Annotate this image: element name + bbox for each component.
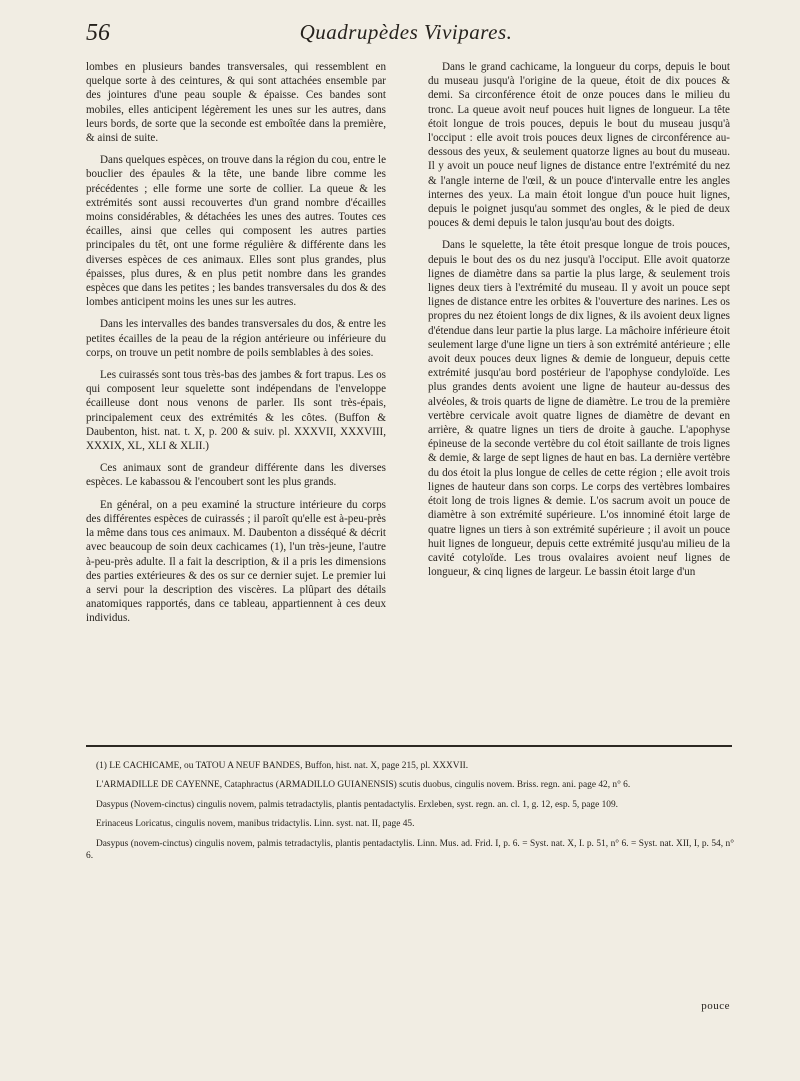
paragraph: lombes en plusieurs bandes transversales, qui ressemblent en quelque sorte à des ceintures, & qui sont attachées ensemble par des jointures d'une peau souple & épaisse. Ces bandes sont mobiles, elles anticipent légèrement les unes sur les autres, dans leurs bords, de sorte que la seconde est emboîtée dans la première, & ainsi de suite.: [86, 61, 386, 145]
paragraph: Dans le squelette, la tête étoit presque longue de trois pouces, depuis le bout des os du nez jusqu'à l'occiput. Elle avoit quatorze lignes de diamètre dans sa partie la plus large, & seulement trois lignes deux tiers à l'extrémité du museau. Il y avoit un pouce sept lignes de distance entre les orbites & l'ouverture des narines. Les os propres du nez étoient longs de dix lignes, & ils avoient deux lignes d'étendue dans leur partie la plus large. La mâchoire inférieure étoit seulement large d'une ligne un tiers à son extrémité antérieure ; elle avoit deux pouces deux lignes & demie de longueur, depuis cette extrémité jusqu'au bord postérieur de l'apophyse condyloïde. Les plus grandes dents avoient une ligne de hauteur au-dessus des alvéoles, & trois quarts de ligne de diamètre. Le trou de la première vertèbre cervicale avoit quatre lignes de diamètre de devant en arrière, & quatre lignes un tiers de droite à gauche. L'apophyse épineuse de la seconde vertèbre du col étoit saillante de trois lignes & demie, & large de sept lignes de haut en bas. La dernière vertèbre du dos étoit la plus longue de celles de cette région ; elle avoit trois lignes de hauteur dans son corps. Le corps des vertèbres lombaires étoit long de trois lignes & demie. L'os sacrum avoit un pouce de diamètre à son extrémité supérieure. L'os innominé étoit large de quatre lignes un tiers à son extrémité supérieure ; il avoit un pouce huit lignes de longueur, depuis cette extrémité jusqu'au milieu de la cavité cotyloïde. Les trous ovalaires avoient neuf lignes de longueur, & cinq lignes de largeur. Le bassin étoit large d'un: [428, 239, 730, 579]
right-column: [428, 60, 730, 587]
footnote: L'ARMADILLE DE CAYENNE, Cataphractus (ARMADILLO GUIANENSIS) scutis duobus, cingulis novem. Briss. regn. ani. page 42, n° 6.: [96, 780, 631, 791]
running-head: [86, 20, 726, 45]
catchword: pouce: [701, 1000, 730, 1012]
left-column: [86, 60, 386, 634]
paragraph: En général, on a peu examiné la structure intérieure du corps des différentes espèces de cuirassés ; il paroît qu'elle est à-peu-près la même dans tous ces animaux. M. Daubenton a disséqué & décrit avec beaucoup de soin deux cachicames (1), l'un très-jeune, l'autre à-peu-près adulte. Il a fait la description, & il a pris les dimensions des parties extérieures & des os sur ce dernier sujet. Le premier lui a servi pour la description des viscères. La plûpart des détails anatomiques rapportés, dans ce tableau, appartiennent à ces deux individus.: [86, 498, 386, 625]
paragraph: Dans les intervalles des bandes transversales du dos, & entre les petites écailles de la peau de la région antérieure ou inférieure du corps, on trouve un petit nombre de poils semblables à des soies.: [86, 318, 386, 359]
page-header: [86, 20, 726, 52]
paragraph: Ces animaux sont de grandeur différente dans les diverses espèces. Le kabassou & l'encoubert sont les plus grands.: [86, 462, 386, 489]
page-number: 56: [86, 20, 110, 46]
footnote: Dasypus (novem-cinctus) cingulis novem, palmis tetradactylis, plantis pentadactylis. Linn. Mus. ad. Frid. I, p. 6. = Syst. nat. X, I. p. 51, n° 6. = Syst. nat. XII, I, p. 54, n° 6.: [86, 838, 734, 862]
running-head-title: Quadrupèdes: [299, 20, 419, 44]
footnotes: [86, 760, 734, 869]
footnote: Dasypus (Novem-cinctus) cingulis novem, palmis tetradactylis, plantis pentadactylis. Erxleben, syst. regn. an. cl. 1, g. 12, esp. 5, page 109.: [96, 799, 619, 810]
paragraph: Les cuirassés sont tous très-bas des jambes & fort trapus. Les os qui composent leur squelette sont indépendans de l'enveloppe écailleuse dont nous venons de parler. Ils sont très-épais, principalement ceux des extrémités & les côtes. (Buffon & Daubenton, hist. nat. t. X, p. 200 & suiv. pl. XXXVII, XXXVIII, XXXIX, XL, XLI & XLII.): [86, 369, 386, 453]
running-head-subtitle: Vivipares.: [424, 20, 513, 44]
footnote: Erinaceus Loricatus, cingulis novem, manibus tridactylis. Linn. syst. nat. II, page 45.: [96, 819, 415, 830]
footnote-rule: [86, 745, 732, 747]
paragraph: Dans le grand cachicame, la longueur du corps, depuis le bout du museau jusqu'à l'origine de la queue, étoit de dix pouces & demi. Sa circonférence étoit de onze pouces dans le milieu du tronc. La queue avoit neuf pouces huit lignes de longueur. La tête étoit longue de trois pouces, depuis le bout du museau jusqu'à l'occiput : elle avoit trois pouces deux lignes de circonférence au-dessous des yeux, & seulement quatorze lignes au bout du museau. Il y avoit un pouce neuf lignes de distance entre l'extrémité du nez & l'angle interne de l'œil, & un pouce d'intervalle entre les angles internes des yeux. La main étoit longue d'un pouce huit lignes, depuis le poignet jusqu'au sommet des ongles, & le pied de deux pouces & demi depuis le talon jusqu'au bout des doigts.: [428, 61, 730, 230]
paragraph: Dans quelques espèces, on trouve dans la région du cou, entre le bouclier des épaules & la tête, une bande libre comme les précédentes ; elle forme une sorte de collier. La queue & les extrémités sont aussi recouvertes d'un grand nombre d'écailles moins considérables, & détachées les unes des autres. Toutes ces écailles, ainsi que celles qui composent les autres parties principales du têt, ont une forme régulière & différente dans les diverses espèces de ces animaux. Elles sont plus grandes, plus épaisses, plus dures, & en plus petit nombre dans les grandes espèces que dans les petites ; les bandes transversales du dos & des lombes anticipent moins les unes sur les autres.: [86, 154, 386, 309]
footnote: (1) LE CACHICAME, ou TATOU A NEUF BANDES, Buffon, hist. nat. X, page 215, pl. XXXVII.: [96, 761, 469, 771]
